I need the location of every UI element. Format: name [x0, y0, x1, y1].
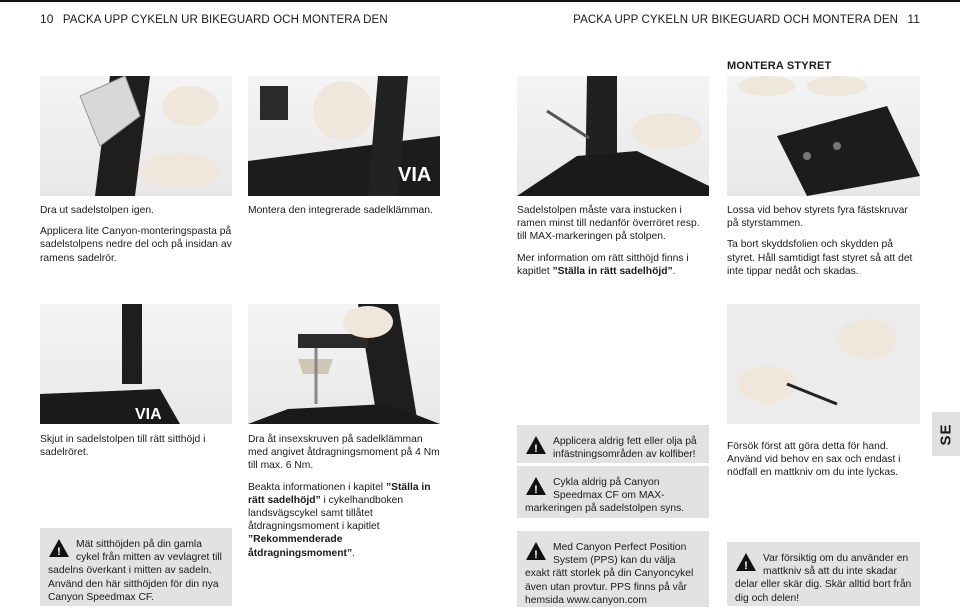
warning-text: Mät sitthöjden på din gamla cykel från mitten av vevlagret till sadelns överkant i mitten av sadeln. Använd den här sitthöjden för din nya Canyon Speedmax CF.: [48, 539, 222, 603]
svg-text:!: !: [744, 560, 748, 572]
caption-line: Applicera lite Canyon-monteringspasta på sadelstolpens nedre del och på insidan av ramens sadelrör.: [40, 226, 232, 264]
chapter-reference: ”Ställa in rätt sadelhöjd”: [552, 265, 673, 277]
chapter-reference: ”Ställa in rätt sadelhöjd”: [248, 481, 431, 506]
torque-wrench-illustration: [248, 304, 440, 424]
warning-text: Med Canyon Perfect Position System (PPS) kan du välja exakt rätt storlek på din Canyoncykel även utan provtur. PPS finns på vår hemsida www.canyon.com: [525, 542, 694, 606]
caption-seatpost-height: [40, 433, 232, 467]
caption-line: Dra åt insexskruven på sadelklämman med angivet åtdragningsmoment på 4 Nm till max. 6 Nm.: [248, 434, 440, 472]
warning-box-grease: [517, 425, 709, 463]
svg-text:!: !: [57, 546, 61, 558]
caption-line: Dra ut sadelstolpen igen.: [40, 205, 154, 216]
caption-line: Ta bort skyddsfolien och skydden på styret. Håll samtidigt fast styret så att det inte tippar nedåt och skadas.: [727, 239, 913, 277]
warning-triangle-icon: [525, 476, 547, 500]
caption-torque-wrench: [248, 433, 440, 568]
stem-illustration: [727, 76, 920, 196]
caption-stem-screws: [727, 204, 920, 286]
chapter-reference: ”Rekommenderade åtdragningsmoment”: [248, 534, 353, 559]
caption-line: Skjut in sadelstolpen till rätt sitthöjd i sadelröret.: [40, 434, 206, 459]
caption-line: Montera den integrerade sadelklämman.: [248, 205, 433, 216]
caption-info: Mer information om rätt sitthöjd finns i kapitlet ”Ställa in rätt sadelhöjd”.: [517, 252, 689, 277]
svg-text:!: !: [534, 443, 538, 455]
seatpost-height-illustration: [40, 304, 232, 424]
header-left: [40, 12, 388, 26]
language-tab-se: [932, 412, 960, 456]
warning-triangle-icon: [48, 538, 70, 562]
photo-stem-screws: [727, 76, 920, 196]
warning-triangle-icon: [525, 541, 547, 565]
header-title-right: PACKA UPP CYKELN UR BIKEGUARD OCH MONTERA DEN: [573, 14, 899, 26]
seatpost-illustration: [40, 76, 232, 196]
svg-text:!: !: [534, 484, 538, 496]
warning-text: Applicera aldrig fett eller olja på infästningsområden av kolfiber!: [553, 436, 697, 461]
caption-line: Försök först att göra detta för hand. Använd vid behov en sax och endast i nödfall en mattkniv om du inte lyckas.: [727, 441, 901, 479]
photo-seat-clamp: [248, 76, 440, 196]
header-right: [573, 12, 920, 26]
section-title: MONTERA STYRET: [727, 60, 832, 72]
svg-text:VIA: VIA: [135, 406, 162, 423]
caption-torque-info: Beakta informationen i kapitel ”Ställa in rätt sadelhöjd” i cykelhandboken landsvägscykel samt tillåtet åtdragningsmoment i kapitlet ”Rekommenderade åtdragningsmoment”.: [248, 481, 431, 559]
svg-text:VIA: VIA: [398, 164, 432, 186]
warning-box-pps: [517, 531, 709, 607]
language-label: SE: [937, 422, 955, 446]
caption-seat-clamp: [248, 204, 440, 225]
warning-box-seat-height: [40, 528, 232, 606]
svg-text:!: !: [534, 549, 538, 561]
warning-box-knife: [727, 542, 920, 606]
caption-line: Lossa vid behov styrets fyra fästskruvar på styrstammen.: [727, 205, 908, 230]
page-number-right: 11: [907, 12, 920, 26]
warning-text: Cykla aldrig på Canyon Speedmax CF om MAX-markeringen på sadelstolpen syns.: [525, 477, 685, 515]
photo-max-marking: [517, 76, 709, 196]
cutting-foil-illustration: [727, 304, 920, 424]
page-number-left: 10: [40, 12, 54, 26]
max-marking-illustration: [517, 76, 709, 196]
photo-seatpost-removed: [40, 76, 232, 196]
warning-box-speedmax: [517, 466, 709, 518]
photo-cutting-foil: [727, 304, 920, 424]
warning-text: Var försiktig om du använder en mattkniv så att du inte skadar delar eller skär dig. Skär alltid bort från dig och delen!: [735, 553, 912, 604]
warning-triangle-icon: [525, 435, 547, 459]
header-title-left: PACKA UPP CYKELN UR BIKEGUARD OCH MONTERA DEN: [62, 14, 388, 26]
clamp-illustration: [248, 76, 440, 196]
photo-torque-wrench: [248, 304, 440, 424]
top-rule: [0, 0, 960, 2]
caption-seatpost-removed: [40, 204, 232, 273]
photo-seatpost-height: [40, 304, 232, 424]
caption-cutting-foil: [727, 440, 920, 488]
caption-max-marking: [517, 204, 709, 286]
caption-line: Sadelstolpen måste vara instucken i ramen minst till nedanför överröret resp. till MAX-markeringen på stolpen.: [517, 205, 700, 243]
warning-triangle-icon: [735, 552, 757, 576]
